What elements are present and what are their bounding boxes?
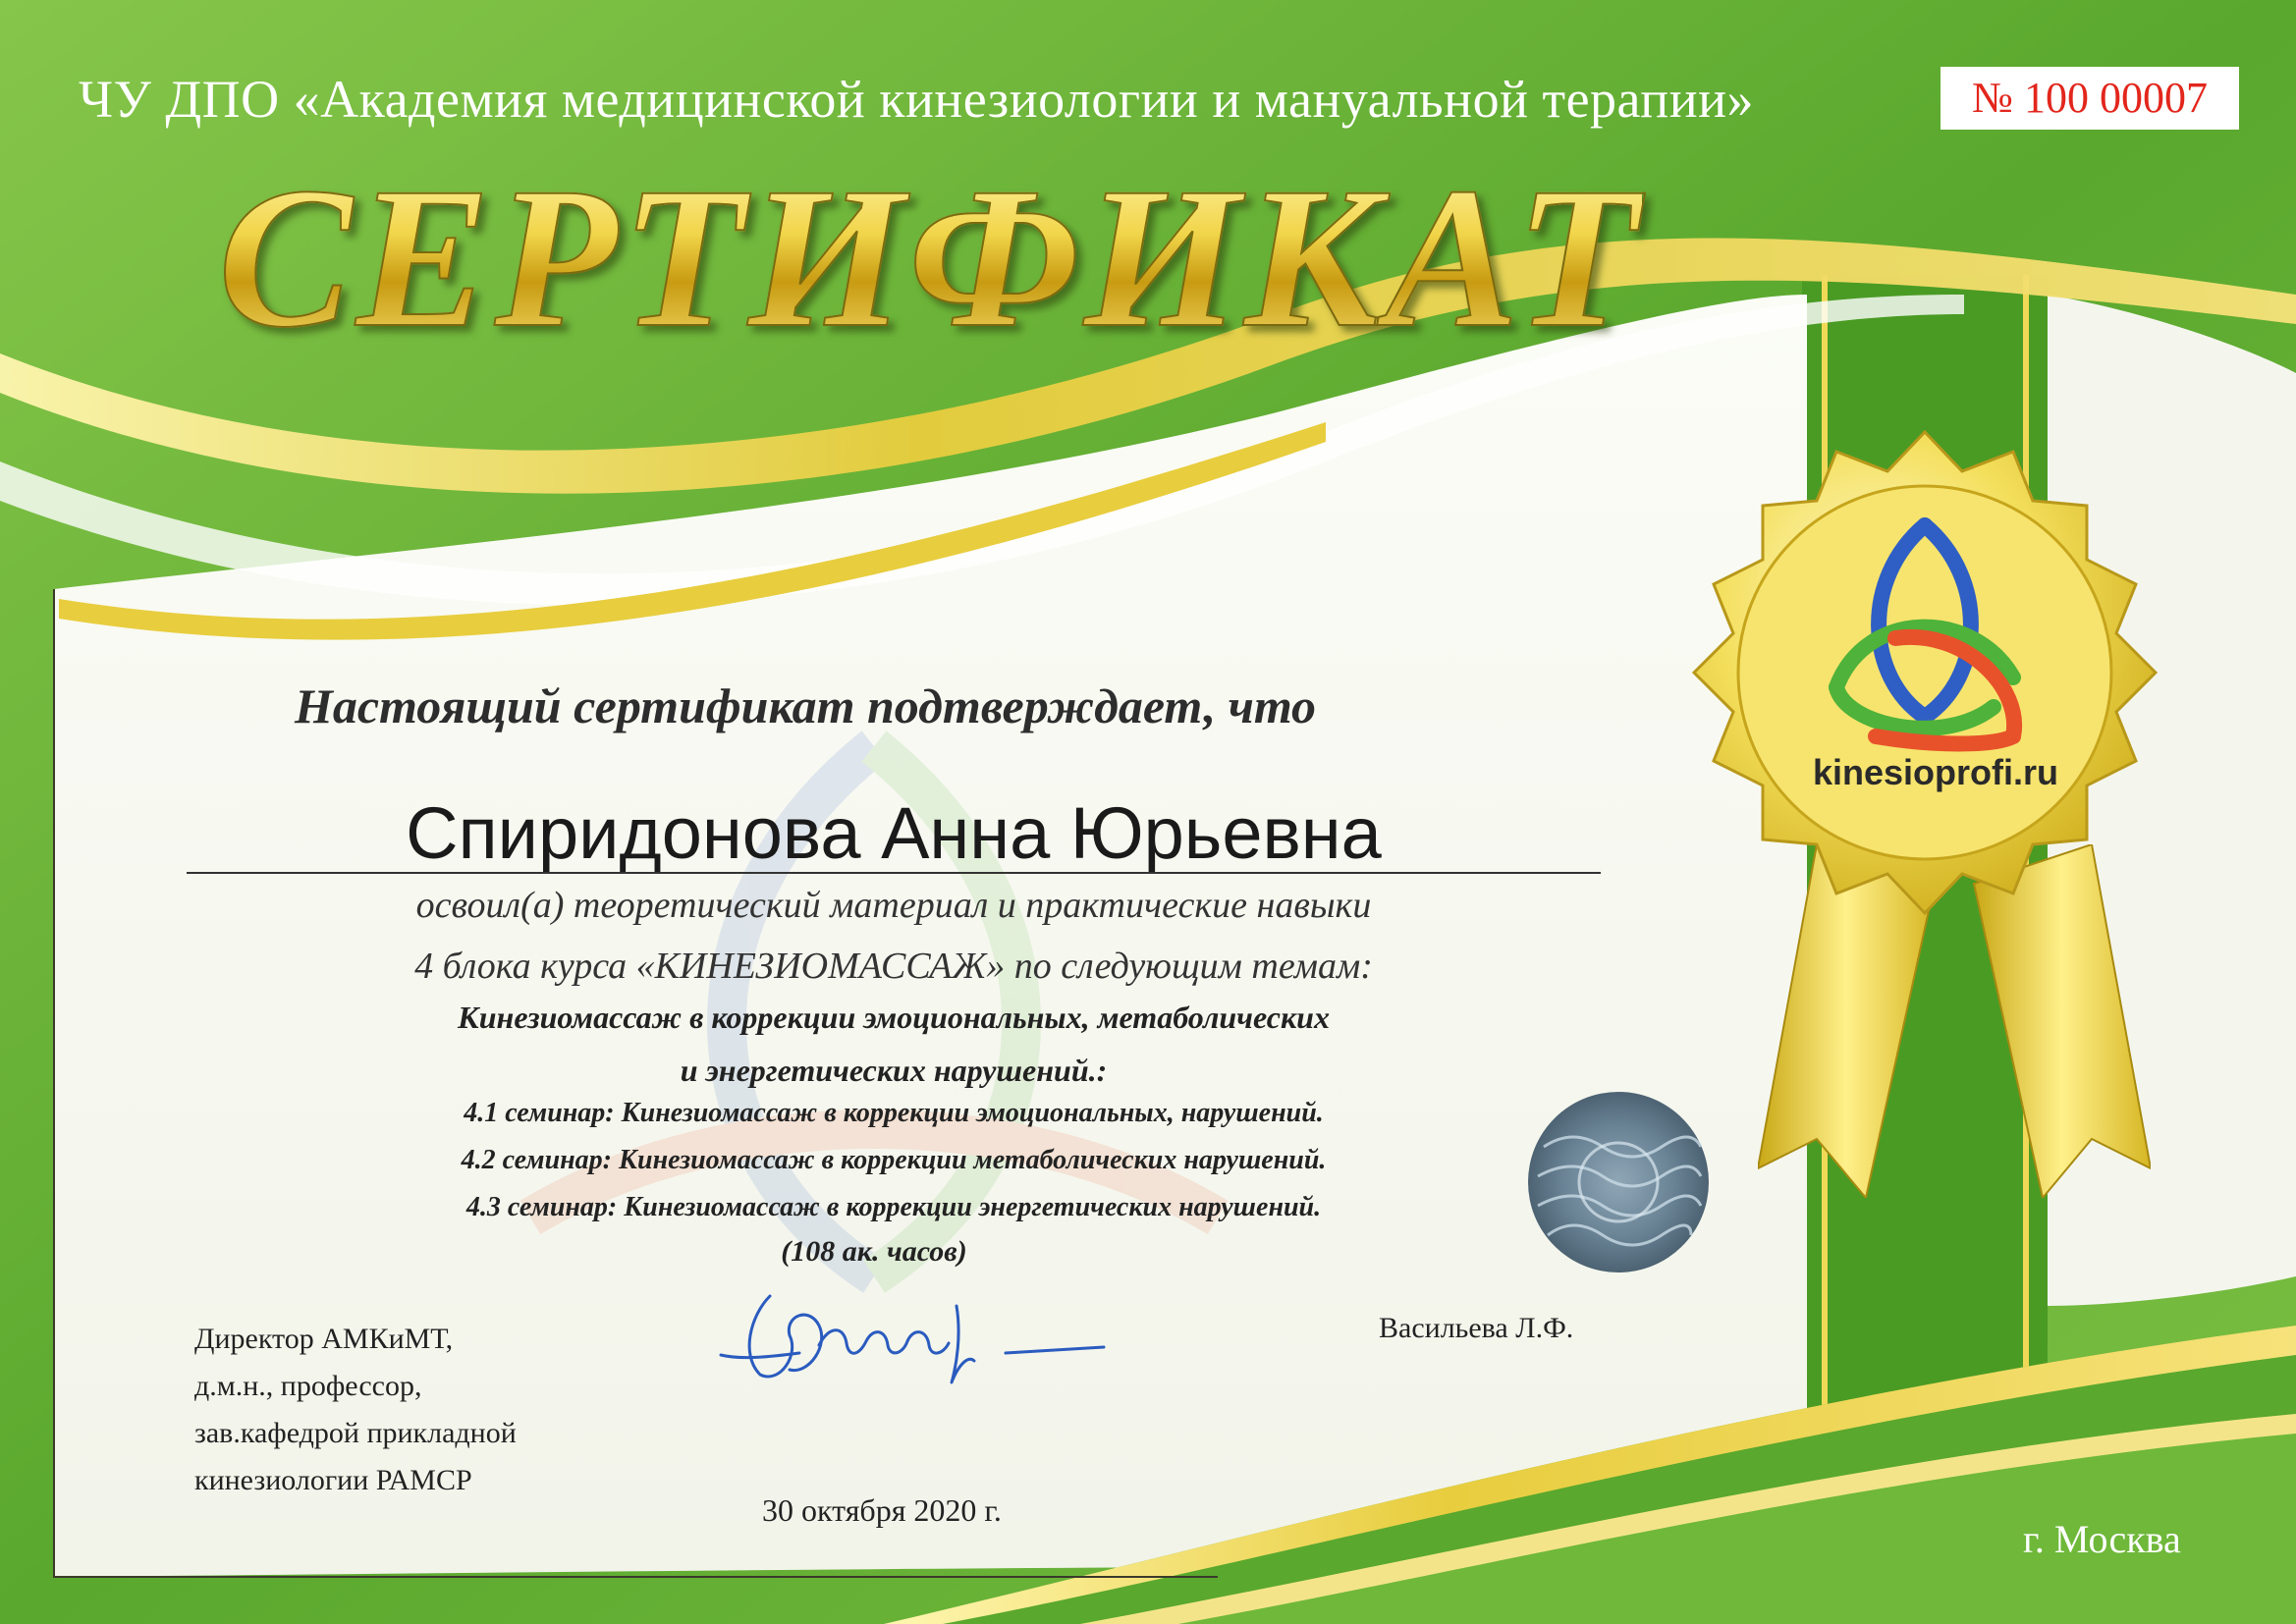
signatory-title-line: д.м.н., профессор, xyxy=(194,1370,422,1402)
seminar-line: 4.2 семинар: Кинезиомассаж в коррекции метаболических нарушений. xyxy=(461,1145,1327,1175)
recipient-name: Спиридонова Анна Юрьевна xyxy=(406,792,1382,874)
mastered-line: освоил(а) теоретический материал и практические навыки xyxy=(415,885,1372,926)
name-underline xyxy=(187,872,1601,874)
seminar-line: 4.1 семинар: Кинезиомассаж в коррекции эмоциональных, нарушений. xyxy=(464,1098,1324,1128)
course-line: 4 блока курса «КИНЕЗИОМАССАЖ» по следующим темам: xyxy=(414,946,1373,987)
signatory-title-line: Директор АМКиМТ, xyxy=(194,1323,454,1355)
issue-city: г. Москва xyxy=(2023,1517,2181,1561)
seminar-line: 4.3 семинар: Кинезиомассаж в коррекции энергетических нарушений. xyxy=(465,1192,1322,1222)
signatory-title xyxy=(194,1316,705,1504)
topic-line-1: Кинезиомассаж в коррекции эмоциональных, метаболических xyxy=(458,1000,1330,1035)
topic-line-2: и энергетических нарушений.: xyxy=(680,1053,1108,1088)
certificate-title: СЕРТИФИКАТ xyxy=(218,146,1643,369)
gold-seal xyxy=(1650,412,2200,962)
signatory-title-line: зав.кафедрой прикладной xyxy=(194,1417,517,1449)
seal-website[interactable]: kinesioprofi.ru xyxy=(1812,752,2059,792)
signatory-title-line: кинезиологии РАМСР xyxy=(194,1464,472,1496)
organization-name: ЧУ ДПО «Академия медицинской кинезиологии и мануальной терапии» xyxy=(79,70,1755,129)
course-hours: (108 ак. часов) xyxy=(781,1235,967,1268)
handwritten-signature xyxy=(711,1267,1123,1404)
certificate-number: № 100 00007 xyxy=(1941,67,2239,130)
issue-date: 30 октября 2020 г. xyxy=(762,1492,1002,1528)
confirmation-text: Настоящий сертификат подтверждает, что xyxy=(294,678,1317,733)
signatory-name: Васильева Л.Ф. xyxy=(1379,1312,1574,1344)
